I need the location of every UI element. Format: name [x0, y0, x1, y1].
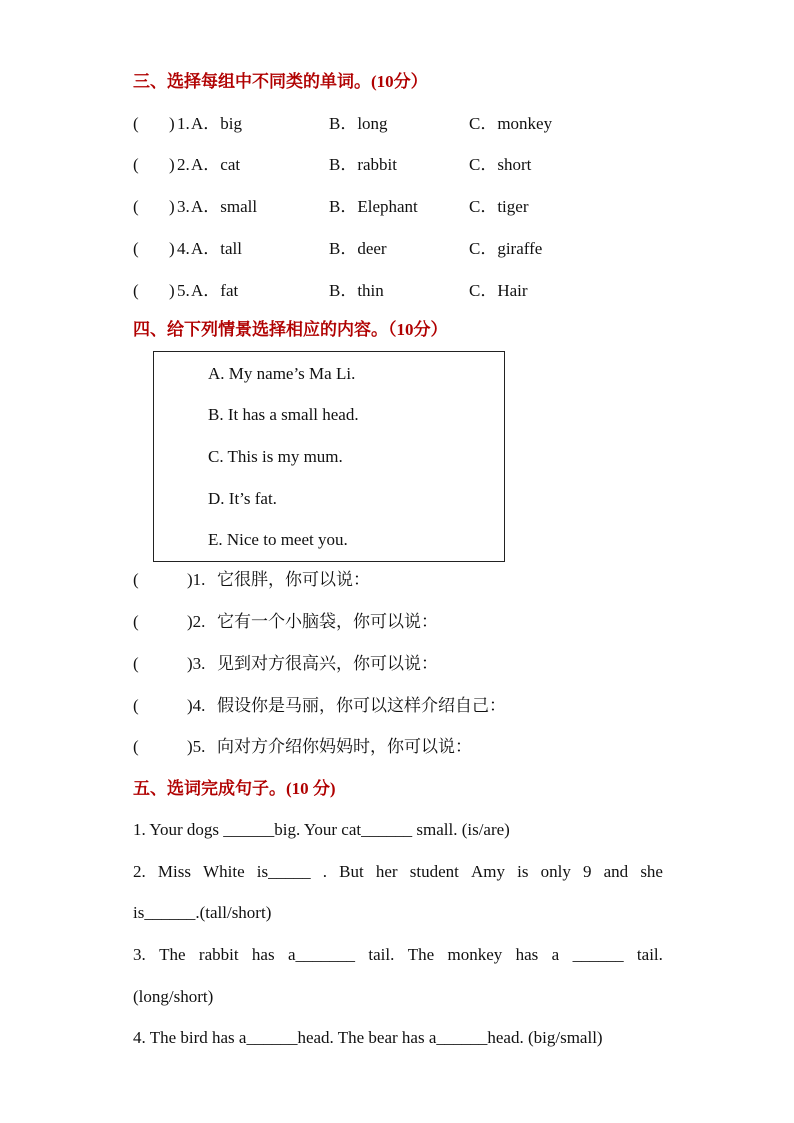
word: But — [339, 862, 364, 881]
word: and — [603, 862, 629, 881]
answer-paren-close: )5. — [187, 737, 206, 756]
mcq-option-c: C．monkey — [469, 114, 553, 133]
mcq-option-a: A．tall — [191, 239, 242, 258]
answer-paren-close: )3. — [187, 654, 206, 673]
situation-text: 向对方介绍你妈妈时，你可以说： — [217, 737, 472, 756]
answer-paren-open: ( — [133, 654, 139, 673]
mcq-number: 3. — [177, 197, 190, 216]
mcq-option-c: C．Hair — [469, 281, 528, 300]
situation-2 — [133, 611, 438, 633]
situation-5 — [133, 736, 472, 758]
mcq-option-a: A．fat — [191, 281, 239, 300]
option-e: E. Nice to meet you. — [208, 530, 348, 549]
option-d: D. It’s fat. — [208, 489, 277, 508]
mcq-row-1 — [133, 113, 693, 135]
mcq-close-paren: ) — [169, 281, 175, 300]
situation-4 — [133, 695, 506, 717]
mcq-close-paren: ) — [169, 114, 175, 133]
word: has — [251, 945, 275, 964]
mcq-open-paren: ( — [133, 155, 139, 174]
sentence-4: 4. The bird has a______head. The bear has a______head. (big/small) — [133, 1028, 603, 1047]
mcq-row-5 — [133, 280, 693, 302]
situation-text: 它有一个小脑袋，你可以说： — [217, 612, 438, 631]
word: student — [409, 862, 459, 881]
mcq-option-b: B．rabbit — [329, 155, 397, 174]
word: White — [203, 862, 245, 881]
mcq-option-b: B．Elephant — [329, 197, 418, 216]
mcq-option-a: A．big — [191, 114, 242, 133]
sentence-3-line-2: (long/short) — [133, 987, 214, 1006]
mcq-row-2 — [133, 154, 693, 176]
answer-paren-open: ( — [133, 570, 139, 589]
word: 9 — [582, 862, 592, 881]
word: rabbit — [198, 945, 239, 964]
situation-text: 假设你是马丽，你可以这样介绍自己： — [217, 696, 506, 715]
word: tail. — [368, 945, 395, 964]
mcq-number: 4. — [177, 239, 190, 258]
mcq-option-a: A．cat — [191, 155, 241, 174]
answer-paren-close: )1. — [187, 570, 206, 589]
option-b: B. It has a small head. — [208, 405, 359, 424]
word: her — [375, 862, 398, 881]
mcq-open-paren: ( — [133, 239, 139, 258]
word: The — [159, 945, 186, 964]
word: The — [407, 945, 435, 964]
word: 2. — [133, 862, 146, 881]
mcq-option-c: C．giraffe — [469, 239, 543, 258]
answer-paren-open: ( — [133, 737, 139, 756]
mcq-open-paren: ( — [133, 114, 139, 133]
sentence-1: 1. Your dogs ______big. Your cat______ small. (is/are) — [133, 820, 510, 839]
word: only — [540, 862, 571, 881]
sentence-2-line-1 — [133, 861, 663, 883]
mcq-option-c: C．tiger — [469, 197, 529, 216]
situation-text: 见到对方很高兴，你可以说： — [217, 654, 438, 673]
word: has — [515, 945, 539, 964]
mcq-row-3 — [133, 196, 693, 218]
situation-text: 它很胖，你可以说： — [217, 570, 370, 589]
sentence-2-line-2: is______.(tall/short) — [133, 903, 272, 922]
word: she — [640, 862, 663, 881]
word: 3. — [133, 945, 146, 964]
section4-title: 四、给下列情景选择相应的内容。（10分） — [133, 320, 448, 339]
blank-word: a_______ — [287, 945, 355, 964]
section5-title: 五、选词完成句子。(10 分) — [133, 779, 336, 798]
options-box — [153, 351, 505, 562]
mcq-option-b: B．deer — [329, 239, 387, 258]
word: tail. — [636, 945, 663, 964]
option-a: A. My name’s Ma Li. — [208, 364, 356, 383]
mcq-open-paren: ( — [133, 197, 139, 216]
word: monkey — [447, 945, 503, 964]
sentence-3-line-1 — [133, 944, 663, 966]
mcq-row-4 — [133, 238, 693, 260]
mcq-number: 1. — [177, 114, 190, 133]
mcq-open-paren: ( — [133, 281, 139, 300]
word: Miss — [157, 862, 191, 881]
mcq-close-paren: ) — [169, 155, 175, 174]
mcq-number: 2. — [177, 155, 190, 174]
mcq-option-b: B．thin — [329, 281, 384, 300]
mcq-option-c: C．short — [469, 155, 532, 174]
answer-paren-close: )4. — [187, 696, 206, 715]
word: a — [551, 945, 560, 964]
answer-paren-close: )2. — [187, 612, 206, 631]
answer-paren-open: ( — [133, 696, 139, 715]
mcq-option-b: B．long — [329, 114, 388, 133]
answer-paren-open: ( — [133, 612, 139, 631]
option-c: C. This is my mum. — [208, 447, 343, 466]
word: is — [517, 862, 529, 881]
situation-3 — [133, 653, 438, 675]
word: Amy — [470, 862, 505, 881]
situation-1 — [133, 569, 370, 591]
mcq-number: 5. — [177, 281, 190, 300]
mcq-close-paren: ) — [169, 239, 175, 258]
word: . — [322, 862, 328, 881]
blank-word: ______ — [572, 945, 624, 964]
mcq-option-a: A．small — [191, 197, 258, 216]
blank-word: is_____ — [256, 862, 311, 881]
section3-title: 三、选择每组中不同类的单词。(10分） — [133, 72, 428, 91]
mcq-close-paren: ) — [169, 197, 175, 216]
